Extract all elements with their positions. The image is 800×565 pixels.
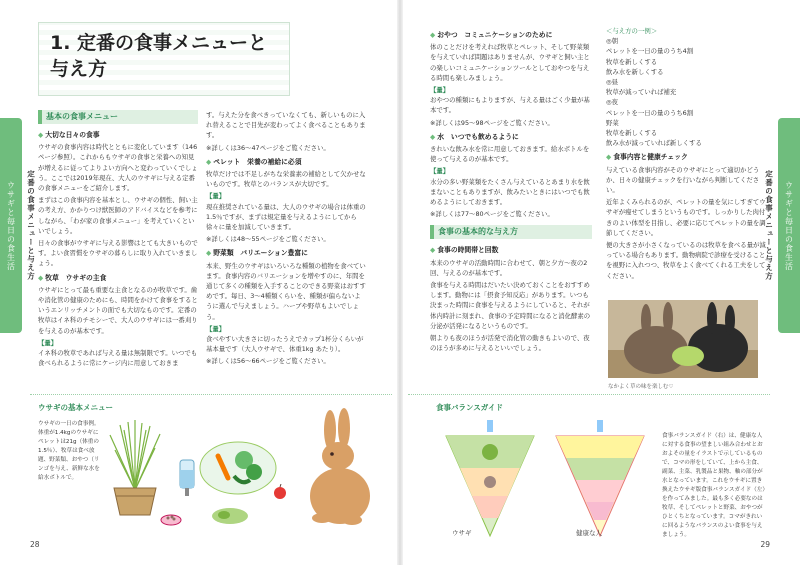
paragraph: 朝よりも夜のほうが活発で消化管の動きもよいので、夜のほうが多めに与えるといいでしょう。 [430, 334, 590, 353]
subheading: ◆ 食事内容と健康チェック [606, 152, 766, 162]
hay-pot-illustration [100, 420, 170, 520]
paragraph: 現在推奨されている量は、大人のウサギの場合は体重の1.5％ですが、まずは規定量を与えるようにしてから徐々に量を加減していきます。 [206, 202, 366, 232]
panel-note: ウサギの一日の食事例。体重が1.4kgのウサギにペレットは21g（体重の1.5％）、牧草は食べ放題、野菜類、おやつ（リンゴを与え、新鮮な水を給水ボトルで。 [38, 421, 100, 481]
right-column-2 [606, 26, 766, 283]
divider [408, 394, 770, 395]
paragraph: 本来のウサギの活動時間に合わせて、朝と夕方〜夜の2回、与えるのが基本です。 [430, 258, 588, 277]
panel-title: ウサギの基本メニュー [38, 403, 113, 412]
paragraph: 食事を与える時間はだいたい決めておくことをおすすめします。動物には「摂食予知反応」があります。いつも決まった時間に食事を与えるようにしていると、それが体内時計に刻まれ、食事の予定時間になると消化酵素の分泌が活発になるというものです。 [430, 281, 591, 330]
paragraph: おやつの種類にもよりますが、与える量はごく少量が基本です。 [430, 96, 590, 115]
paragraph: ウサギにとって最も重要な主食となるのが牧草です。歯や消化管の健康のためにも、時間をかけて食事をするというエンリッチメントの面でも大切なものです。定番の牧草はイネ科のチモシーで、大人のウサギには一番刈りを与えるのが基本です。 [38, 285, 198, 335]
amount-tag: 【量】 [206, 324, 226, 333]
reference: ※詳しくは95〜98ページをご覧ください。 [430, 118, 554, 127]
subheading: ◆ 食事の時間帯と回数 [430, 245, 592, 255]
apple-icon [272, 484, 288, 500]
label-rabbit: ウサギ [452, 529, 472, 537]
gutter [397, 0, 403, 565]
paragraph: まずはこの食事内容を基本とし、ウサギの個性、飼い主の考え方、かかりつけ獣医師のアドバイスなどを参考にしながら、「わが家の食事メニュー」を考えていくといいでしょう。 [38, 196, 198, 235]
reference: ※詳しくは56〜66ページをご覧ください。 [206, 357, 330, 366]
page-title [50, 30, 267, 82]
left-column-1 [38, 110, 198, 370]
subheading: ◆ 牧草 ウサギの主食 [38, 273, 198, 283]
paragraph: イネ科の牧草であれば与える量は無制限です。いつでも食べられるように常にケージ内に用意しておきま [38, 349, 198, 368]
reference: ※詳しくは77〜80ページをご覧ください。 [430, 210, 554, 219]
section-heading: 基本の食事メニュー [38, 110, 198, 124]
amount-tag: 【量】 [430, 167, 450, 176]
right-column-1 [430, 26, 592, 355]
time-label: ◎朝 [606, 37, 618, 46]
water-bottle-illustration [178, 458, 196, 498]
list-item: 野菜 [606, 118, 619, 127]
paragraph: 水分の多い野菜類をたくさん与えているとあまり水を飲まないこともありますが、飲みたいときにはいつでも飲めるようにしておきます。 [430, 177, 590, 207]
list-item: 牧草を新しくする [606, 129, 658, 138]
example-box-title: ＜与え方の一例＞ [606, 27, 658, 35]
page-number: 28 [30, 540, 40, 549]
label-human: 健康な人 [576, 529, 602, 537]
page-number: 29 [760, 540, 770, 549]
panel-note: 食事バランスガイド（右）は、健康な人に対する食事の望ましい組み合わせとおおよその量をイラストで示しているもので、コマの形をしていて、上から主食、副菜、主菜、乳製品と果物、軸の部分が水となっています。これをウサギに置き換えたウサギ版食事バランスガイド（左）を作ってみました。最も多く必要なのは牧草、そしてペレットと野菜、おやつがひとくちとなっています。コマがきれいに回るようなバランスのよい食事を与えましょう。 [662, 433, 766, 538]
chapter-tab: ウサギと毎日の食生活 [0, 118, 22, 333]
list-item: ペレットを一日の量のうち6割 [606, 108, 694, 117]
amount-tag: 【量】 [38, 338, 58, 347]
section-strip: 定番の食事メニューと与え方 [26, 170, 36, 281]
reference: ※詳しくは36〜47ページをご覧ください。 [206, 143, 330, 152]
paragraph: 日々の食事がウサギに与える影響はとても大きいものです。よい食習慣をウサギの暮らしに取り入れていきましょう。 [38, 239, 198, 268]
subheading: ◆ 野菜類 バリエーション豊富に [206, 248, 366, 258]
subheading: ◆ 大切な日々の食事 [38, 130, 198, 140]
list-item: 飲み水を新しくする [606, 67, 664, 76]
chapter-tab: ウサギと毎日の食生活 [778, 118, 800, 333]
leafy-greens-illustration [210, 506, 250, 526]
pellet-bowl-illustration [160, 512, 182, 526]
paragraph: 食べやすい大きさに切ったうえでカップ1杯分くらいが基本量です（大人ウサギで、体重1kg あたり）。 [206, 335, 364, 354]
section-heading: 食事の基本的な与え方 [430, 225, 592, 239]
left-column-2 [206, 110, 366, 369]
panel-title: 食事バランスガイド [436, 403, 504, 412]
reference: ※詳しくは48〜55ページをご覧ください。 [206, 235, 330, 244]
right-page [400, 0, 800, 565]
time-label: ◎昼 [606, 78, 618, 87]
rabbit-food-guide-illustration [440, 420, 540, 540]
rabbit-illustration [300, 408, 378, 526]
title-line-1: 1. 定番の食事メニューと [50, 32, 268, 54]
title-line-2: 与え方 [50, 58, 108, 80]
paragraph: 本来、野生のウサギはいろいろな種類の植物を食べています。食事内容のバリエーションを増やすのに、年間を通じて多くの種類を入手することのできる野菜はおすすめです。毎日、3〜4種類くらいを、種類が偏らないように選んで与えましょう。ハーブや野草もよいでしょう。 [206, 261, 366, 321]
paragraph: ウサギの食事内容は時代とともに変化しています（146ページ参照）。これからもウサギの食事と栄養への知見が増えるに従ってよりよい方向へと変わっていくでしょう。ここでは2019年現在、大人のウサギに与える定番の食事メニューをご紹介します。 [38, 143, 198, 193]
list-item: 牧草が減っていれば補充 [606, 88, 677, 97]
paragraph: 与えている食事内容がそのウサギにとって適切かどうか、日々の健康チェックを行いながら判断してください。 [606, 165, 760, 195]
vegetable-illustration [198, 436, 278, 496]
list-item: 飲み水が減っていれば新しくする [606, 139, 702, 148]
paragraph: 体のことだけを考えれば牧草とペレット、そして野菜類を与えていれば問題はありませんが、ウサギと飼い主との楽しいコミュニケーションツールとしておやつを与える時間も楽しみましょう。 [430, 43, 590, 82]
paragraph: 近年よくみられるのが、ペレットの量を気にしすぎてウサギが痩せてしまうというものです。しっかりした肉付きのよい体型を目指し、必要に応じてペレットの量を調節してください。 [606, 198, 766, 237]
paragraph: す。与えた分を食べきっていなくても、新しいものに入れ替えることで目先が変わってよく食べることもあります。 [206, 111, 366, 140]
rabbits-photo [608, 300, 758, 378]
human-food-guide-illustration [550, 420, 650, 540]
list-item: 牧草を新しくする [606, 57, 658, 66]
list-item: ペレットを一日の量のうち4割 [606, 47, 694, 56]
amount-tag: 【量】 [206, 192, 226, 201]
time-label: ◎夜 [606, 98, 618, 107]
divider [30, 394, 392, 395]
paragraph: きれいな飲み水を常に用意しておきます。給水ボトルを使って与えるのが基本です。 [430, 145, 590, 164]
subheading: ◆ 水 いつでも飲めるように [430, 132, 592, 142]
subheading: ◆ おやつ コミュニケーションのために [430, 30, 592, 40]
paragraph: 牧草だけでは不足しがちな栄養素の補給として欠かせないものです。牧草とのバランスが大切です。 [206, 170, 366, 189]
paragraph: 便の大きさが小さくなっているのは牧草を食べる量が減っている場合もあります。動物病院で診療を受けることを視野に入れつつ、牧草をよく食べてくれる工夫をしてください。 [606, 241, 766, 280]
amount-tag: 【量】 [430, 86, 450, 95]
section-strip: 定番の食事メニューと与え方 [764, 170, 774, 281]
photo-caption: なかよく草の味を楽しむ♡ [608, 384, 674, 390]
subheading: ◆ ペレット 栄養の補給に必須 [206, 157, 366, 167]
